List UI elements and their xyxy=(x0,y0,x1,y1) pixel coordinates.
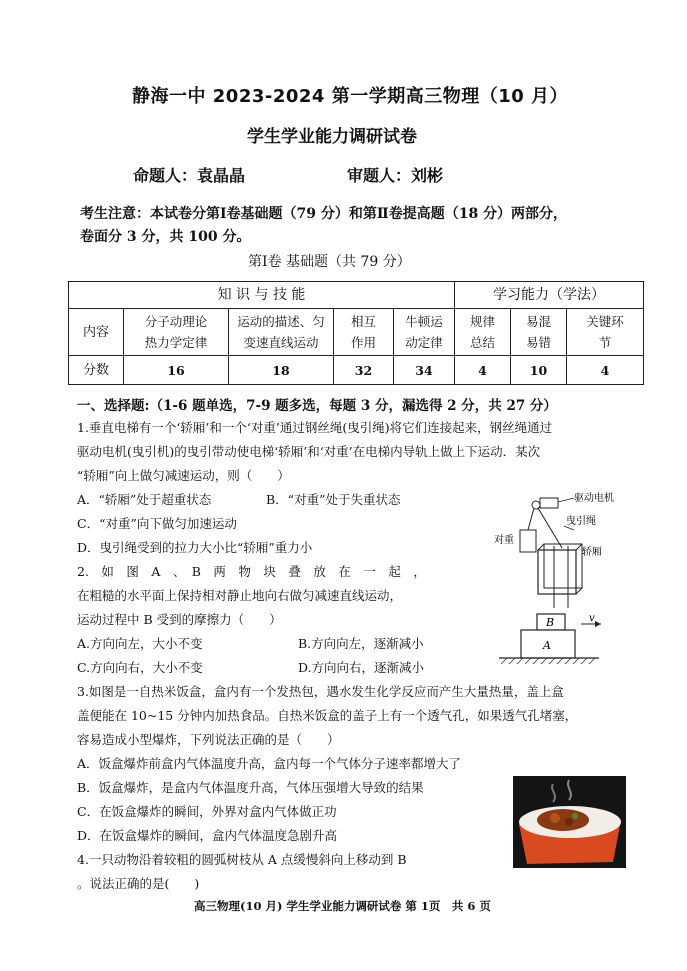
blocks-diagram xyxy=(497,612,623,668)
q2-line-1: 2. 如 图 A 、 B 两 物 块 叠 放 在 一 起 ， xyxy=(77,564,426,579)
cell-line: 作用 xyxy=(350,335,376,350)
motor-pulley xyxy=(532,501,540,509)
q3-line-1: 3.如图是一自热米饭盒，盒内有一个发热包，遇水发生化学反应而产生大量热量，盖上盒 xyxy=(77,684,564,699)
q3-line-2: 盖便能在 10~15 分钟内加热食品。自热米饭盒的盖子上有一个透气孔，如果透气孔堵塞， xyxy=(77,708,578,723)
score-cell: 34 xyxy=(394,356,455,385)
q1-option-c: C．“对重”向下做匀加速运动 xyxy=(77,516,237,531)
food-piece xyxy=(572,813,578,819)
q2-option-a: A.方向向左，大小不变 xyxy=(77,636,203,651)
cell-line: 节 xyxy=(598,335,612,350)
blocks-svg xyxy=(497,612,623,668)
cell-line: 关键环 xyxy=(586,314,624,329)
table-cell xyxy=(334,309,394,356)
motor-leader xyxy=(558,498,574,502)
table-cell xyxy=(394,309,455,356)
setter-label: 命题人：袁晶晶 xyxy=(133,166,246,185)
q4-line-1: 4.一只动物沿着较粗的圆弧树枝从 A 点缓慢斜向上移动到 B xyxy=(77,852,407,867)
q2-option-b: B.方向向左，逐渐减小 xyxy=(298,636,424,651)
exam-title: 静海一中 2023-2024 第一学期高三物理（10 月） xyxy=(132,86,569,107)
velocity-label: v xyxy=(589,613,595,624)
elevator-diagram xyxy=(488,488,618,618)
q4-line-2: 。说法正确的是( ) xyxy=(77,876,200,891)
cell-line: 易错 xyxy=(525,335,551,350)
car-label: 轿厢 xyxy=(582,547,602,558)
page-footer: 高三物理(10 月) 学生学业能力调研试卷 第 1页 共 6 页 xyxy=(194,899,491,913)
table-cell xyxy=(124,309,229,356)
group-ability: 学习能力（学法） xyxy=(455,282,644,309)
score-cell: 10 xyxy=(511,356,567,385)
spec-table xyxy=(68,281,644,385)
car-edge xyxy=(576,588,582,594)
motor-label: 驱动电机 xyxy=(574,493,614,504)
table-cell xyxy=(229,309,334,356)
table-content-row xyxy=(69,309,644,356)
q2-option-c: C.方向向右，大小不变 xyxy=(77,660,203,675)
cell-line: 动定律 xyxy=(405,335,443,350)
q1-option-b: B．“对重”处于失重状态 xyxy=(266,492,401,507)
cell-line: 牛顿运 xyxy=(405,314,443,329)
steam xyxy=(552,784,555,802)
rope-right xyxy=(538,508,562,548)
counterweight-label: 对重 xyxy=(494,535,514,546)
exam-subtitle: 学生学业能力调研试卷 xyxy=(247,127,417,147)
q3-line-3: 容易造成小型爆炸，下列说法正确的是（ ） xyxy=(77,732,340,747)
q1-option-d: D．曳引绳受到的拉力大小比“轿厢”重力小 xyxy=(77,540,313,555)
q1-line-2: 驱动电机(曳引机)的曳引带动使电梯‘轿厢’和‘对重’在电梯内导轨上做上下运动．某次 xyxy=(77,444,541,459)
q3-option-a: A．饭盒爆炸前盒内气体温度升高，盒内每一个气体分子速率都增大了 xyxy=(77,756,462,771)
group-knowledge: 知 识 与 技 能 xyxy=(69,282,455,309)
notice-line-2: 卷面分 3 分，共 100 分。 xyxy=(80,229,251,245)
q1-line-1: 1.垂直电梯有一个‘轿厢’和一个‘对重’通过钢丝绳(曳引绳)将它们连接起来，钢丝绳通过 xyxy=(77,420,553,435)
cell-line: 规律 xyxy=(469,314,495,329)
table-cell xyxy=(567,309,644,356)
motor-body xyxy=(540,498,558,508)
cell-line: 变速直线运动 xyxy=(243,335,319,350)
cell-line: 相互 xyxy=(350,314,376,329)
counterweight-box xyxy=(520,530,536,552)
table-group-row xyxy=(69,282,644,309)
food-piece xyxy=(565,818,573,826)
score-cell: 16 xyxy=(124,356,229,385)
q2-line-3: 运动过程中 B 受到的摩擦力（ ） xyxy=(77,612,282,627)
q3-option-d: D．在饭盒爆炸的瞬间，盒内气体温度急剧升高 xyxy=(77,828,338,843)
row-score-label: 分数 xyxy=(69,356,124,385)
food-piece xyxy=(550,813,560,823)
rice-box-svg xyxy=(513,776,626,868)
notice-line-1: 考生注意：本试卷分第Ⅰ卷基础题（79 分）和第Ⅱ卷提高题（18 分）两部分， xyxy=(80,206,568,222)
steam xyxy=(568,780,571,800)
table-cell xyxy=(511,309,567,356)
block-a-label: A xyxy=(543,639,551,652)
cell-line: 热力学定律 xyxy=(144,335,208,350)
table-cell xyxy=(455,309,511,356)
cell-line: 易混 xyxy=(525,314,551,329)
section1-heading: 一、选择题:（1-6 题单选，7-9 题多选，每题 3 分，漏选得 2 分，共 27 分） xyxy=(77,398,557,414)
q3-option-c: C．在饭盒爆炸的瞬间，外界对盒内气体做正功 xyxy=(77,804,337,819)
q2-line-2: 在粗糙的水平面上保持相对静止地向右做匀减速直线运动， xyxy=(77,588,403,603)
arrow-head xyxy=(595,621,601,627)
rope-left xyxy=(528,508,534,530)
part1-title: 第Ⅰ卷 基础题（共 79 分） xyxy=(248,254,411,270)
q1-line-3: “轿厢”向上做匀减速运动，则（ ） xyxy=(77,468,290,483)
row-content-label: 内容 xyxy=(69,309,124,356)
cell-line: 分子动理论 xyxy=(144,314,208,329)
block-b-label: B xyxy=(546,616,555,629)
cell-line: 总结 xyxy=(469,335,495,350)
score-cell: 32 xyxy=(334,356,394,385)
score-cell: 4 xyxy=(567,356,644,385)
ground-hatch xyxy=(501,658,595,664)
rope-label: 曳引绳 xyxy=(566,516,596,527)
food xyxy=(537,809,589,831)
cell-line: 运动的描述、匀 xyxy=(237,314,325,329)
car-edge xyxy=(538,544,544,550)
table-score-row xyxy=(69,356,644,385)
score-cell: 18 xyxy=(229,356,334,385)
q2-option-d: D.方向向右，逐渐减小 xyxy=(298,660,425,675)
rice-box-photo xyxy=(513,776,626,868)
score-cell: 4 xyxy=(455,356,511,385)
reviewer-label: 审题人：刘彬 xyxy=(347,166,444,185)
elevator-svg xyxy=(488,488,618,618)
q1-option-a: A．“轿厢”处于超重状态 xyxy=(77,492,212,507)
q3-option-b: B．饭盒爆炸，是盒内气体温度升高，气体压强增大导致的结果 xyxy=(77,780,424,795)
